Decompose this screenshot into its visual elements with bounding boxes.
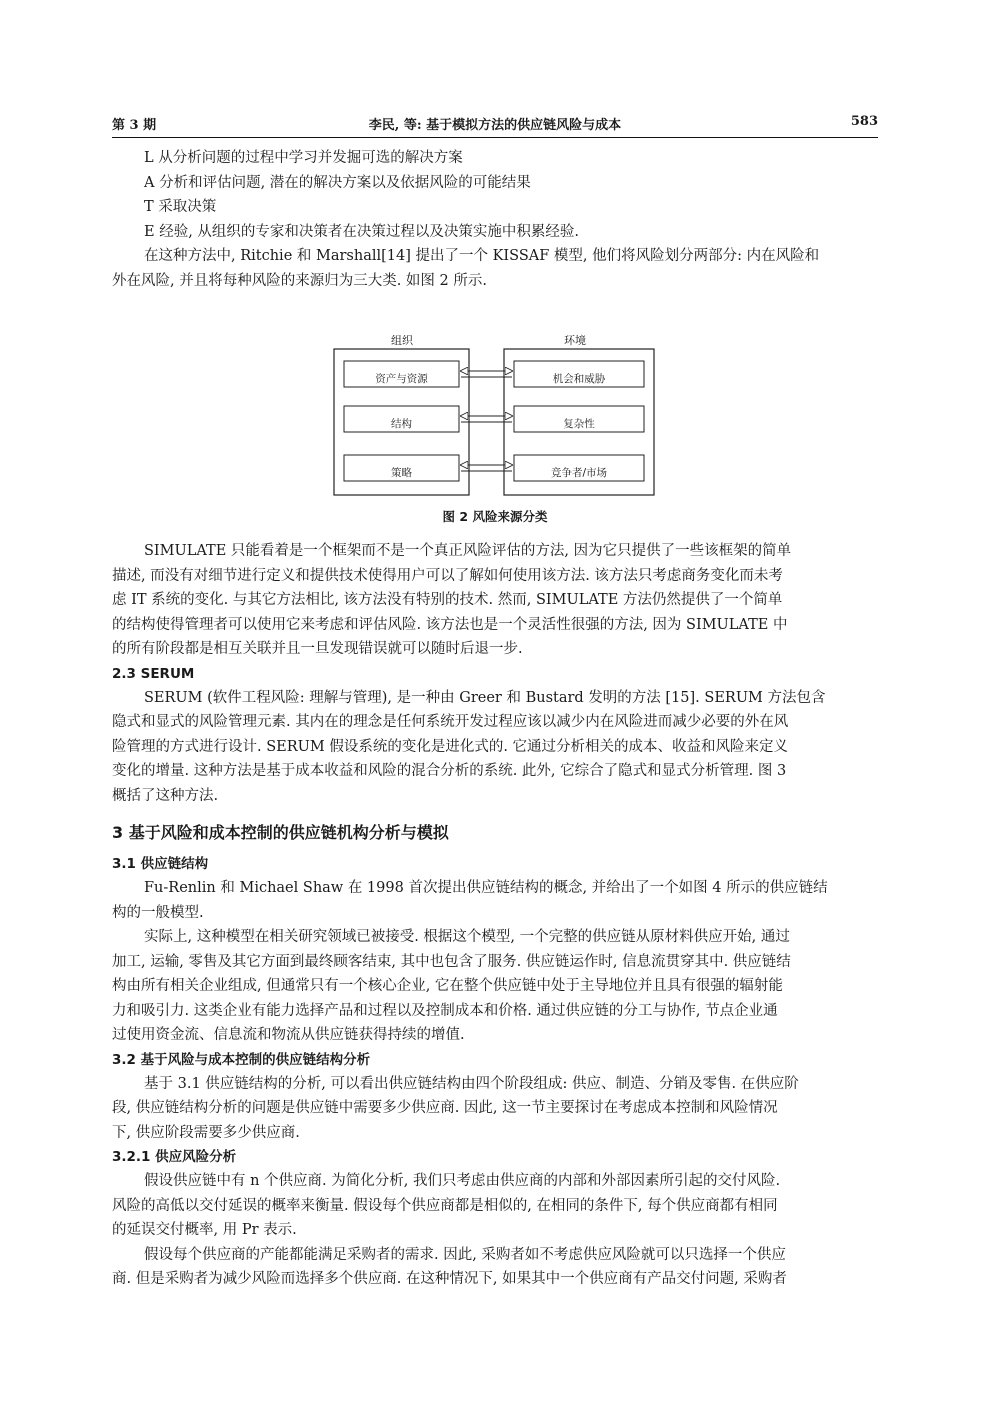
list-item: T 采取决策 bbox=[144, 199, 217, 215]
paragraph-line: 过使用资金流、信息流和物流从供应链获得持续的增值. bbox=[112, 1027, 465, 1043]
paragraph-line: SERUM (软件工程风险: 理解与管理), 是一种由 Greer 和 Bustard 发明的方法 [15]. SERUM 方法包含 bbox=[144, 689, 826, 706]
paragraph-line: 描述, 而没有对细节进行定义和提供技术使得用户可以了解如何使用该方法. 该方法只考虑商务变化而未考 bbox=[112, 567, 783, 584]
environment-heading: 环境 bbox=[564, 334, 586, 347]
paragraph-line: 假设每个供应商的产能都能满足采购者的需求. 因此, 采购者如不考虑供应风险就可以只选择一个供应 bbox=[144, 1246, 786, 1263]
left-item-label: 策略 bbox=[391, 467, 412, 479]
section-heading-3: 3 基于风险和成本控制的供应链机构分析与模拟 bbox=[112, 823, 449, 842]
paragraph-line: 构由所有相关企业组成, 但通常只有一个核心企业, 它在整个供应链中处于主导地位并且具有很强的辐射能 bbox=[112, 978, 783, 994]
left-item-label: 资产与资源 bbox=[375, 373, 428, 385]
paragraph-line: 概括了这种方法. bbox=[112, 787, 219, 804]
issue-number: 第 3 期 bbox=[112, 118, 157, 133]
left-item-label: 结构 bbox=[391, 418, 412, 430]
figure-2-diagram bbox=[112, 297, 878, 502]
organization-heading: 组织 bbox=[391, 334, 413, 347]
paragraph-line: 段, 供应链结构分析的问题是供应链中需要多少供应商. 因此, 这一节主要探讨在考虑成本控制和风险情况 bbox=[112, 1100, 778, 1116]
paragraph-3-2-1-a bbox=[112, 1169, 878, 1243]
paragraph-line: 虑 IT 系统的变化. 与其它方法相比, 该方法没有特别的技术. 然而, SIMULATE 方法仍然提供了一个简单 bbox=[112, 592, 783, 608]
paragraph-line: 假设供应链中有 n 个供应商. 为简化分析, 我们只考虑由供应商的内部和外部因素所引起的交付风险. bbox=[144, 1173, 781, 1189]
section-heading-3-2-1: 3.2.1 供应风险分析 bbox=[112, 1149, 237, 1165]
paragraph-line: 加工, 运输, 零售及其它方面到最终顾客结束, 其中也包含了服务. 供应链运作时, 信息流贯穿其中. 供应链结 bbox=[112, 953, 791, 970]
paragraph-line: SIMULATE 只能看着是一个框架而不是一个真正风险评估的方法, 因为它只提供了一些该框架的简单 bbox=[144, 543, 792, 559]
paragraph-kissaf bbox=[112, 244, 878, 293]
figure-caption: 图 2 风险来源分类 bbox=[442, 509, 548, 524]
header-rule bbox=[112, 137, 878, 138]
running-head bbox=[112, 112, 878, 134]
paragraph-line: 风险的高低以交付延误的概率来衡量. 假设每个供应商都是相似的, 在相同的条件下, 每个供应商都有相同 bbox=[112, 1197, 778, 1214]
paragraph-line: 的结构使得管理者可以使用它来考虑和评估风险. 该方法也是一个灵活性很强的方法, 因为 SIMULATE 中 bbox=[112, 616, 788, 633]
paragraph-3-2-1-b bbox=[112, 1243, 878, 1292]
list-item: E 经验, 从组织的专家和决策者在决策过程以及决策实施中积累经验. bbox=[144, 223, 580, 240]
paragraph-line: 隐式和显式的风险管理元素. 其内在的理念是任何系统开发过程应该以减少内在风险进而减少必要的外在风 bbox=[112, 714, 789, 730]
section-heading-3-1: 3.1 供应链结构 bbox=[112, 856, 209, 872]
paragraph-3-2 bbox=[112, 1072, 878, 1146]
running-title: 李民, 等: 基于模拟方法的供应链风险与成本 bbox=[368, 118, 622, 133]
paragraph-line: 的延误交付概率, 用 Pr 表示. bbox=[112, 1222, 297, 1238]
list-item: L 从分析问题的过程中学习并发掘可选的解决方案 bbox=[144, 150, 463, 166]
right-item-label: 竞争者/市场 bbox=[550, 467, 608, 479]
paragraph-simulate bbox=[112, 539, 878, 662]
intro-list bbox=[112, 146, 878, 244]
paragraph-serum bbox=[112, 686, 878, 809]
paragraph-line: 商. 但是采购者为减少风险而选择多个供应商. 在这种情况下, 如果其中一个供应商有产品交付问题, 采购者 bbox=[112, 1271, 787, 1287]
page-number: 583 bbox=[850, 114, 878, 129]
right-item-label: 复杂性 bbox=[563, 418, 595, 430]
article-body bbox=[112, 146, 878, 1292]
section-heading-3-2: 3.2 基于风险与成本控制的供应链结构分析 bbox=[112, 1051, 371, 1068]
paragraph-line: 外在风险, 并且将每种风险的来源归为三大类. 如图 2 所示. bbox=[112, 272, 487, 289]
paragraph-3-1-a bbox=[112, 876, 878, 925]
paragraph-line: Fu-Renlin 和 Michael Shaw 在 1998 首次提出供应链结构的概念, 并给出了一个如图 4 所示的供应链结 bbox=[144, 880, 828, 896]
right-item-label: 机会和威胁 bbox=[552, 373, 606, 385]
paragraph-line: 下, 供应阶段需要多少供应商. bbox=[112, 1124, 300, 1141]
paragraph-line: 构的一般模型. bbox=[112, 904, 204, 921]
paragraph-line: 基于 3.1 供应链结构的分析, 可以看出供应链结构由四个阶段组成: 供应、制造、分销及零售. 在供应阶 bbox=[144, 1075, 799, 1092]
section-heading-2-3: 2.3 SERUM bbox=[112, 665, 195, 682]
paragraph-line: 变化的增量. 这种方法是基于成本收益和风险的混合分析的系统. 此外, 它综合了隐式和显式分析管理. 图 3 bbox=[112, 763, 787, 779]
paragraph-line: 实际上, 这种模型在相关研究领域已被接受. 根据这个模型, 一个完整的供应链从原材料供应开始, 通过 bbox=[144, 929, 790, 945]
list-item: A 分析和评估问题, 潜在的解决方案以及依据风险的可能结果 bbox=[144, 174, 531, 191]
paragraph-3-1-b bbox=[112, 925, 878, 1048]
paragraph-line: 力和吸引力. 这类企业有能力选择产品和过程以及控制成本和价格. 通过供应链的分工与协作, 节点企业通 bbox=[112, 1002, 778, 1019]
figure-2 bbox=[112, 297, 878, 537]
paragraph-line: 在这种方法中, Ritchie 和 Marshall[14] 提出了一个 KISSAF 模型, 他们将风险划分两部分: 内在风险和 bbox=[144, 248, 820, 264]
paragraph-line: 险管理的方式进行设计. SERUM 假设系统的变化是进化式的. 它通过分析相关的成本、收益和风险来定义 bbox=[112, 738, 789, 755]
paragraph-line: 的所有阶段都是相互关联并且一旦发现错误就可以随时后退一步. bbox=[112, 641, 523, 657]
